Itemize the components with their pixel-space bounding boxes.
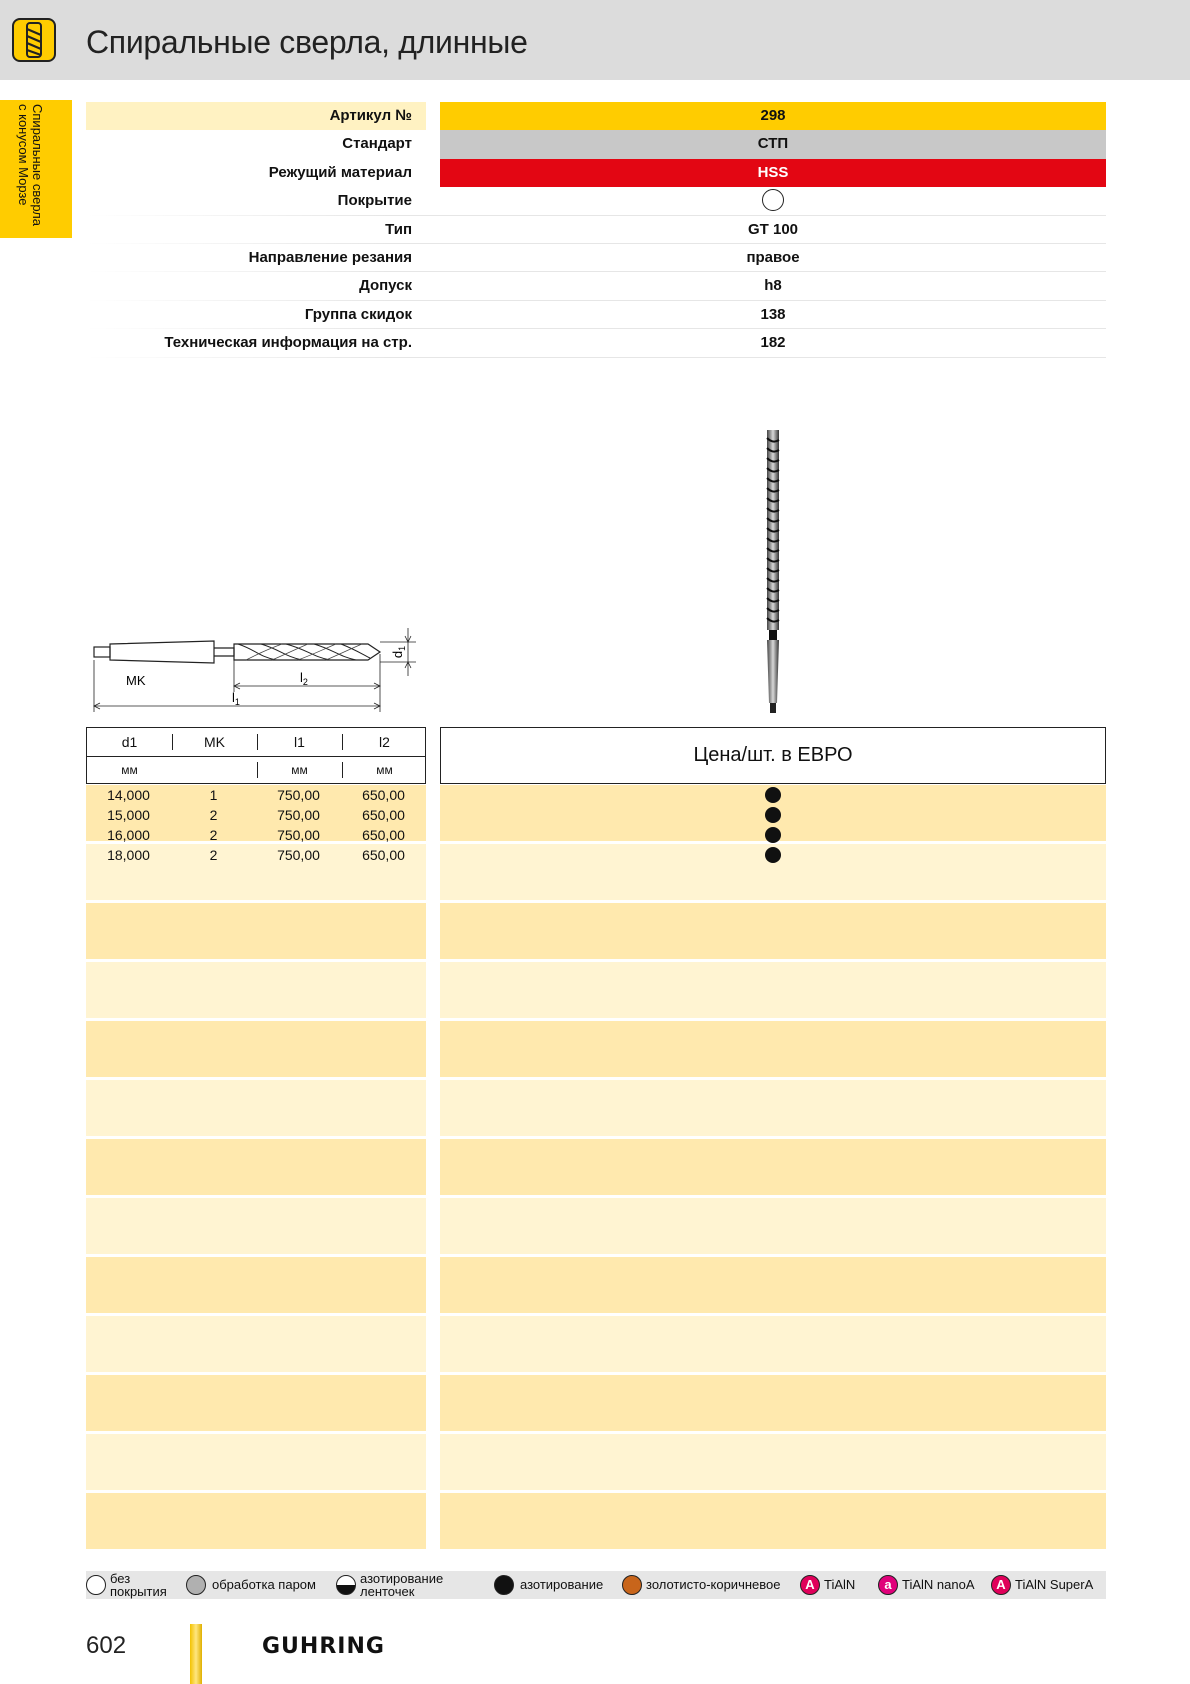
table-band — [86, 1375, 426, 1431]
spec-value-coating — [440, 187, 1106, 215]
table-band — [440, 1198, 1106, 1254]
table-band — [86, 1080, 426, 1136]
cell-l2: 650,00 — [362, 807, 405, 823]
legend-gold-label: золотисто-коричневое — [646, 1577, 781, 1592]
cell-l1: 750,00 — [277, 827, 320, 843]
availability-dot-icon — [765, 787, 781, 803]
spec-label: Покрытие — [337, 192, 412, 210]
tialn-icon: A — [800, 1575, 820, 1595]
spec-row-tolerance — [86, 272, 1106, 300]
col-header-d1: d1 — [121, 734, 138, 750]
table-band — [440, 1493, 1106, 1549]
table-band — [440, 1080, 1106, 1136]
gold-brown-icon — [622, 1575, 642, 1595]
spec-value-discount: 138 — [760, 305, 786, 323]
spec-row-article — [86, 102, 1106, 130]
legend-tialn-super-label: TiAlN SuperA — [1015, 1577, 1094, 1592]
table-row — [86, 825, 426, 845]
spec-label: Группа скидок — [304, 305, 412, 323]
spec-value-direction: правое — [746, 248, 800, 266]
coating-legend — [86, 1571, 1106, 1599]
spec-row-discount — [86, 301, 1106, 329]
table-band — [86, 962, 426, 1018]
footer-accent-bar — [190, 1624, 202, 1684]
cell-l1: 750,00 — [277, 807, 320, 823]
table-band — [86, 1434, 426, 1490]
page-title: Спиральные сверла, длинные — [86, 24, 528, 60]
table-band — [86, 903, 426, 959]
table-band — [440, 962, 1106, 1018]
page-header — [0, 0, 1190, 80]
cell-d1: 16,000 — [107, 827, 150, 843]
l1-label: $l_1$ — [232, 690, 240, 707]
price-header: Цена/шт. в ЕВРО — [440, 727, 1106, 784]
dimension-table-header — [86, 727, 426, 784]
legend-uncoated-line-1: без — [110, 1571, 131, 1586]
table-band — [86, 1021, 426, 1077]
brand-logo: GUHRING — [262, 1634, 385, 1659]
spec-label: Направление резания — [248, 248, 412, 266]
unit-d1: мм — [121, 763, 138, 777]
cell-mk: 2 — [209, 807, 218, 823]
spec-value-tolerance: h8 — [764, 277, 782, 295]
table-band — [86, 1198, 426, 1254]
cell-d1: 18,000 — [107, 847, 150, 863]
legend-nitrided-land-line-1: азотирование — [360, 1571, 444, 1586]
nitrided-land-icon — [336, 1575, 356, 1595]
spec-value-techinfo: 182 — [760, 334, 786, 352]
table-band — [440, 1434, 1106, 1490]
table-band — [86, 1257, 426, 1313]
spec-row-techinfo — [86, 329, 1106, 357]
col-header-mk: MK — [204, 734, 225, 750]
spec-label: Допуск — [359, 277, 412, 295]
section-tab-line-1: Спиральные сверла — [30, 104, 45, 226]
mk-label: MK — [126, 673, 146, 688]
cell-mk: 2 — [209, 847, 218, 863]
availability-dot-icon — [765, 827, 781, 843]
steam-treated-icon — [186, 1575, 206, 1595]
availability-dot-icon — [765, 847, 781, 863]
legend-nitrided-label: азотирование — [520, 1577, 604, 1592]
cell-mk: 1 — [209, 787, 218, 803]
unit-l2: мм — [376, 763, 393, 777]
table-row — [86, 785, 426, 805]
table-band — [86, 1493, 426, 1549]
cell-d1: 14,000 — [107, 787, 150, 803]
table-band — [440, 1375, 1106, 1431]
spec-value-article: 298 — [440, 102, 1106, 130]
table-band — [440, 1257, 1106, 1313]
col-header-l2: l2 — [379, 734, 390, 750]
spec-row-standard — [86, 130, 1106, 158]
nitrided-icon — [494, 1575, 514, 1595]
cell-l2: 650,00 — [362, 847, 405, 863]
cell-d1: 15,000 — [107, 807, 150, 823]
legend-steam-label: обработка паром — [212, 1577, 316, 1592]
spec-value-standard: СТП — [440, 130, 1106, 158]
spec-label: Стандарт — [342, 135, 412, 153]
table-band — [440, 903, 1106, 959]
table-row — [86, 845, 426, 865]
availability-dot-icon — [765, 807, 781, 823]
spec-row-material — [86, 159, 1106, 187]
cell-l1: 750,00 — [277, 847, 320, 863]
legend-tialn-label: TiAlN — [824, 1577, 856, 1592]
spec-row-direction — [86, 244, 1106, 272]
page-number: 602 — [86, 1632, 127, 1659]
l2-label: $l_2$ — [300, 670, 308, 687]
unit-l1: мм — [291, 763, 308, 777]
table-band — [440, 1316, 1106, 1372]
section-tab-label — [16, 104, 44, 238]
table-band — [440, 1021, 1106, 1077]
technical-drawing — [86, 620, 426, 725]
spec-label: Артикул № — [86, 102, 426, 130]
legend-tialn-nano-label: TiAlN nanoA — [902, 1577, 975, 1592]
table-band — [86, 1139, 426, 1195]
spec-row-coating — [86, 187, 1106, 215]
cell-l2: 650,00 — [362, 787, 405, 803]
legend-uncoated-line-2: покрытия — [110, 1584, 167, 1599]
drill-photo — [755, 428, 791, 721]
spec-value-type: GT 100 — [747, 220, 799, 238]
cell-l1: 750,00 — [277, 787, 320, 803]
table-band — [440, 1139, 1106, 1195]
spec-label: Тип — [385, 220, 412, 238]
spec-label: Техническая информация на стр. — [164, 334, 412, 352]
col-header-l1: l1 — [294, 734, 305, 750]
cell-mk: 2 — [209, 827, 218, 843]
tialn-super-icon: A — [991, 1575, 1011, 1595]
section-tab-line-2: с конусом Морзе — [16, 104, 31, 206]
uncoated-icon — [762, 189, 784, 211]
table-row — [86, 805, 426, 825]
table-band — [86, 1316, 426, 1372]
tialn-nano-icon: a — [878, 1575, 898, 1595]
spec-table — [86, 102, 1106, 358]
uncoated-icon — [86, 1575, 106, 1595]
drill-icon — [12, 18, 56, 62]
spec-value-material: HSS — [440, 159, 1106, 187]
legend-nitrided-land-line-2: ленточек — [360, 1584, 415, 1599]
d1-label: $d_1$ — [390, 645, 407, 659]
spec-row-type — [86, 216, 1106, 244]
cell-l2: 650,00 — [362, 827, 405, 843]
spec-label: Режущий материал — [268, 163, 412, 181]
